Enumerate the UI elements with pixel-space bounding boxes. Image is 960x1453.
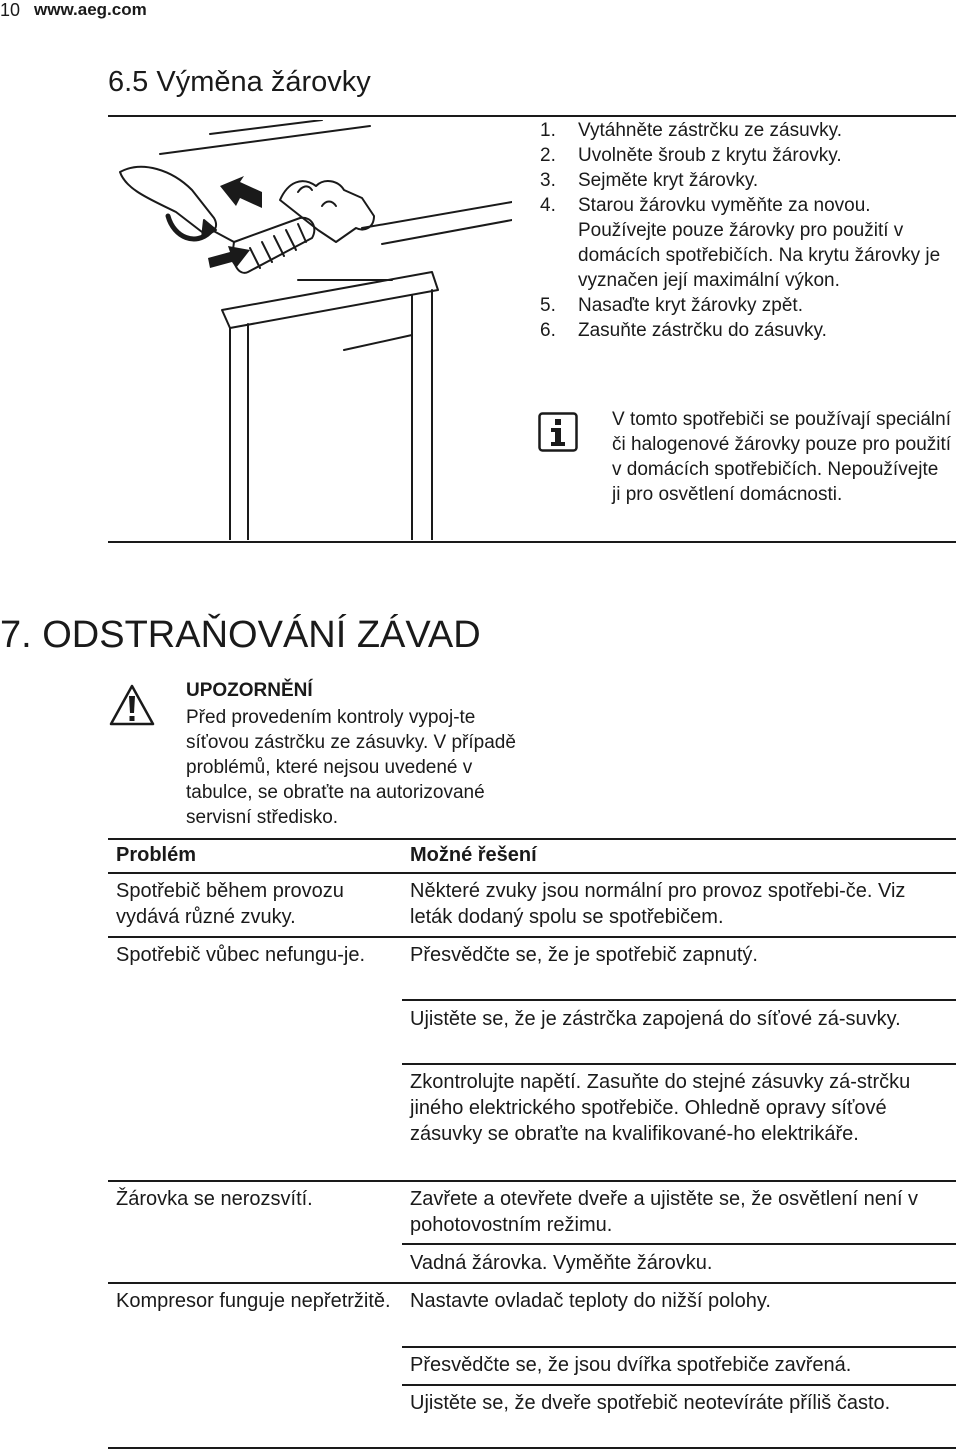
table-solution-cell: Některé zvuky jsou normální pro provoz spotřebi-če. Viz leták dodaný spolu se spotřebičem. bbox=[410, 880, 906, 928]
chapter-title: 7. ODSTRAŇOVÁNÍ ZÁVAD bbox=[0, 614, 481, 656]
step-number: 1. bbox=[540, 120, 556, 141]
table-problem-cell: Spotřebič během provozu vydává různé zvuky. bbox=[116, 880, 344, 928]
table-row-rule bbox=[402, 1063, 956, 1065]
step-item bbox=[540, 193, 950, 293]
step-number: 5. bbox=[540, 295, 556, 316]
step-item bbox=[540, 318, 950, 343]
section-top-rule bbox=[108, 115, 956, 117]
table-row-rule bbox=[108, 1180, 956, 1182]
step-number: 3. bbox=[540, 170, 556, 191]
table-solution-cell: Ujistěte se, že je zástrčka zapojená do síťové zá-suvky. bbox=[410, 1008, 901, 1030]
step-number: 4. bbox=[540, 195, 556, 216]
step-text: Starou žárovku vyměňte za novou. Používejte pouze žárovky pro použití v domácích spotřebičích. Na krytu žárovky je vyznačen její maximální výkon. bbox=[578, 195, 941, 291]
section-title: 6.5 Výměna žárovky bbox=[108, 66, 371, 98]
table-row-rule bbox=[108, 936, 956, 938]
step-item bbox=[540, 143, 950, 168]
table-row-rule bbox=[108, 1282, 956, 1284]
table-header-rule bbox=[108, 872, 956, 874]
info-note: V tomto spotřebiči se používají speciální či halogenové žárovky pouze pro použití v domácích spotřebičích. Nepoužívejte ji pro osvětlení domácnosti. bbox=[612, 409, 952, 505]
table-problem-cell: Spotřebič vůbec nefungu-je. bbox=[116, 944, 366, 966]
step-text: Zasuňte zástrčku do zásuvky. bbox=[578, 320, 827, 341]
table-header-problem: Problém bbox=[116, 844, 197, 866]
table-top-rule bbox=[108, 838, 956, 840]
step-text: Uvolněte šroub z krytu žárovky. bbox=[578, 145, 842, 166]
table-solution-cell: Ujistěte se, že dveře spotřebič neotevíráte příliš často. bbox=[410, 1392, 891, 1414]
table-row-rule bbox=[402, 1346, 956, 1348]
step-number: 6. bbox=[540, 320, 556, 341]
site-url: www.aeg.com bbox=[34, 0, 147, 19]
table-row-rule bbox=[402, 999, 956, 1001]
table-bottom-rule bbox=[108, 1447, 956, 1449]
table-solution-cell: Nastavte ovladač teploty do nižší polohy. bbox=[410, 1290, 771, 1312]
page-number: 10 bbox=[0, 0, 21, 20]
step-text: Nasaďte kryt žárovky zpět. bbox=[578, 295, 803, 316]
table-solution-cell: Přesvědčte se, že jsou dvířka spotřebiče zavřená. bbox=[410, 1354, 852, 1376]
step-number: 2. bbox=[540, 145, 556, 166]
table-problem-cell: Kompresor funguje nepřetržitě. bbox=[116, 1290, 391, 1312]
table-header-solution: Možné řešení bbox=[410, 844, 537, 866]
step-item bbox=[540, 168, 950, 193]
table-row-rule bbox=[402, 1243, 956, 1245]
warning-title: UPOZORNĚNÍ bbox=[186, 680, 313, 701]
step-item bbox=[540, 293, 950, 318]
table-row-rule bbox=[402, 1384, 956, 1386]
table-solution-cell: Zavřete a otevřete dveře a ujistěte se, že osvětlení není v pohotovostním režimu. bbox=[410, 1188, 919, 1236]
bulb-replacement-illustration bbox=[112, 120, 512, 540]
replacement-steps bbox=[540, 118, 950, 343]
step-text: Vytáhněte zástrčku ze zásuvky. bbox=[578, 120, 843, 141]
info-icon bbox=[538, 412, 578, 452]
table-solution-cell: Zkontrolujte napětí. Zasuňte do stejné zásuvky zá-strčku jiného elektrického spotřebiče. Ohledně opravy síťové zásuvky se obraťte na kvalifikované-ho elektrikáře. bbox=[410, 1071, 911, 1145]
warning-icon bbox=[108, 683, 156, 727]
step-item bbox=[540, 118, 950, 143]
table-solution-cell: Přesvědčte se, že je spotřebič zapnutý. bbox=[410, 944, 758, 966]
warning-text: Před provedením kontroly vypoj-te síťovou zástrčku ze zásuvky. V případě problémů, které nejsou uvedené v tabulce, se obraťte na autorizované servisní středisko. bbox=[186, 707, 516, 828]
table-solution-cell: Vadná žárovka. Vyměňte žárovku. bbox=[410, 1252, 713, 1274]
section-bottom-rule bbox=[108, 541, 956, 543]
step-text: Sejměte kryt žárovky. bbox=[578, 170, 759, 191]
table-problem-cell: Žárovka se nerozsvítí. bbox=[116, 1188, 313, 1210]
